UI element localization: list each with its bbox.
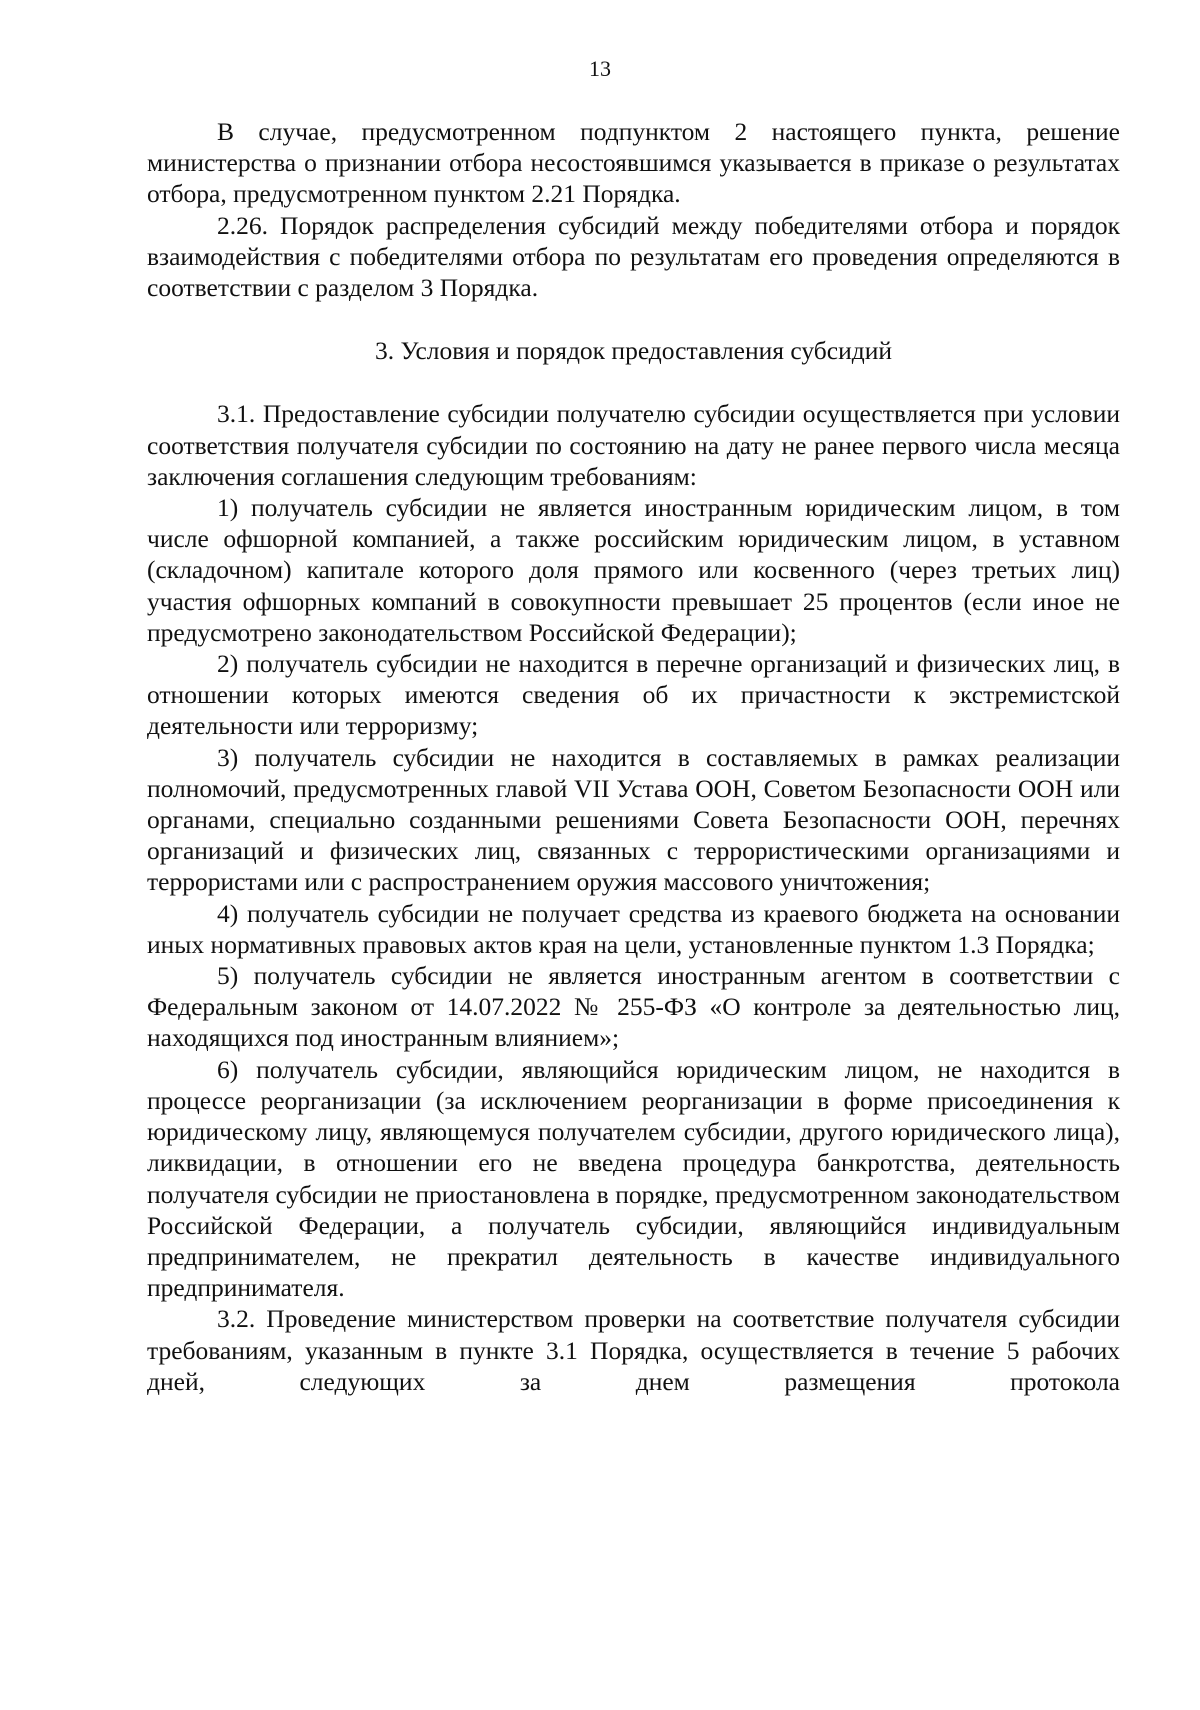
list-item-4: 4) получатель субсидии не получает средства из краевого бюджета на основании иных нормативных правовых актов края на цели, установленные пунктом 1.3 Порядка; bbox=[147, 898, 1120, 959]
paragraph-3-1: 3.1. Предоставление субсидии получателю субсидии осуществляется при условии соответствия получателя субсидии по состоянию на дату не ранее первого числа месяца заключения соглашения следующим требованиям: bbox=[147, 399, 1120, 491]
section-heading-3: 3. Условия и порядок предоставления субсидий bbox=[374, 336, 893, 366]
paragraph-3-2: 3.2. Проведение министерством проверки на соответствие получателя субсидии требованиям, указанным в пункте 3.1 Порядка, осуществляется в течение 5 рабочих дней, следующих за днем размещения протокола bbox=[147, 1304, 1120, 1396]
list-item-6: 6) получатель субсидии, являющийся юридическим лицом, не находится в процессе реорганизации (за исключением реорганизации в форме присоединения к юридическому лицу, являющемуся получателем субсидии, другого юридического лица), ликвидации, в отношении его не введена процедура банкротства, деятельность получателя субсидии не приостановлена в порядке, предусмотренном законодательством Российской Федерации, а получатель субсидии, являющийся индивидуальным предпринимателем, не прекратил деятельность в качестве индивидуального предпринимателя. bbox=[147, 1054, 1120, 1303]
list-item-5: 5) получатель субсидии не является иностранным агентом в соответствии с Федеральным законом от 14.07.2022 № 255-ФЗ «О контроле за деятельностью лиц, находящихся под иностранным влиянием»; bbox=[147, 961, 1120, 1053]
paragraph-2-26: 2.26. Порядок распределения субсидий между победителями отбора и порядок взаимодействия с победителями отбора по результатам его проведения определяются в соответствии с разделом 3 Порядка. bbox=[147, 210, 1120, 303]
list-item-2: 2) получатель субсидии не находится в перечне организаций и физических лиц, в отношении которых имеются сведения об их причастности к экстремистской деятельности или терроризму; bbox=[147, 649, 1120, 741]
page-number: 13 bbox=[589, 56, 611, 81]
paragraph-2-25-note: В случае, предусмотренном подпунктом 2 настоящего пункта, решение министерства о признании отбора несостоявшимся указывается в приказе о результатах отбора, предусмотренном пунктом 2.21 Порядка. bbox=[147, 117, 1120, 209]
document-body bbox=[147, 116, 1120, 1397]
list-item-1: 1) получатель субсидии не является иностранным юридическим лицом, в том числе офшорной компанией, а также российским юридическим лицом, в уставном (складочном) капитале которого доля прямого или косвенного (через третьих лиц) участия офшорных компаний в совокупности превышает 25 процентов (если иное не предусмотрено законодательством Российской Федерации); bbox=[147, 493, 1120, 647]
list-item-3: 3) получатель субсидии не находится в составляемых в рамках реализации полномочий, предусмотренных главой VII Устава ООН, Советом Безопасности ООН или органами, специально созданными решениями Совета Безопасности ООН, перечнях организаций и физических лиц, связанных с террористическими организациями и террористами или с распространением оружия массового уничтожения; bbox=[147, 742, 1120, 897]
